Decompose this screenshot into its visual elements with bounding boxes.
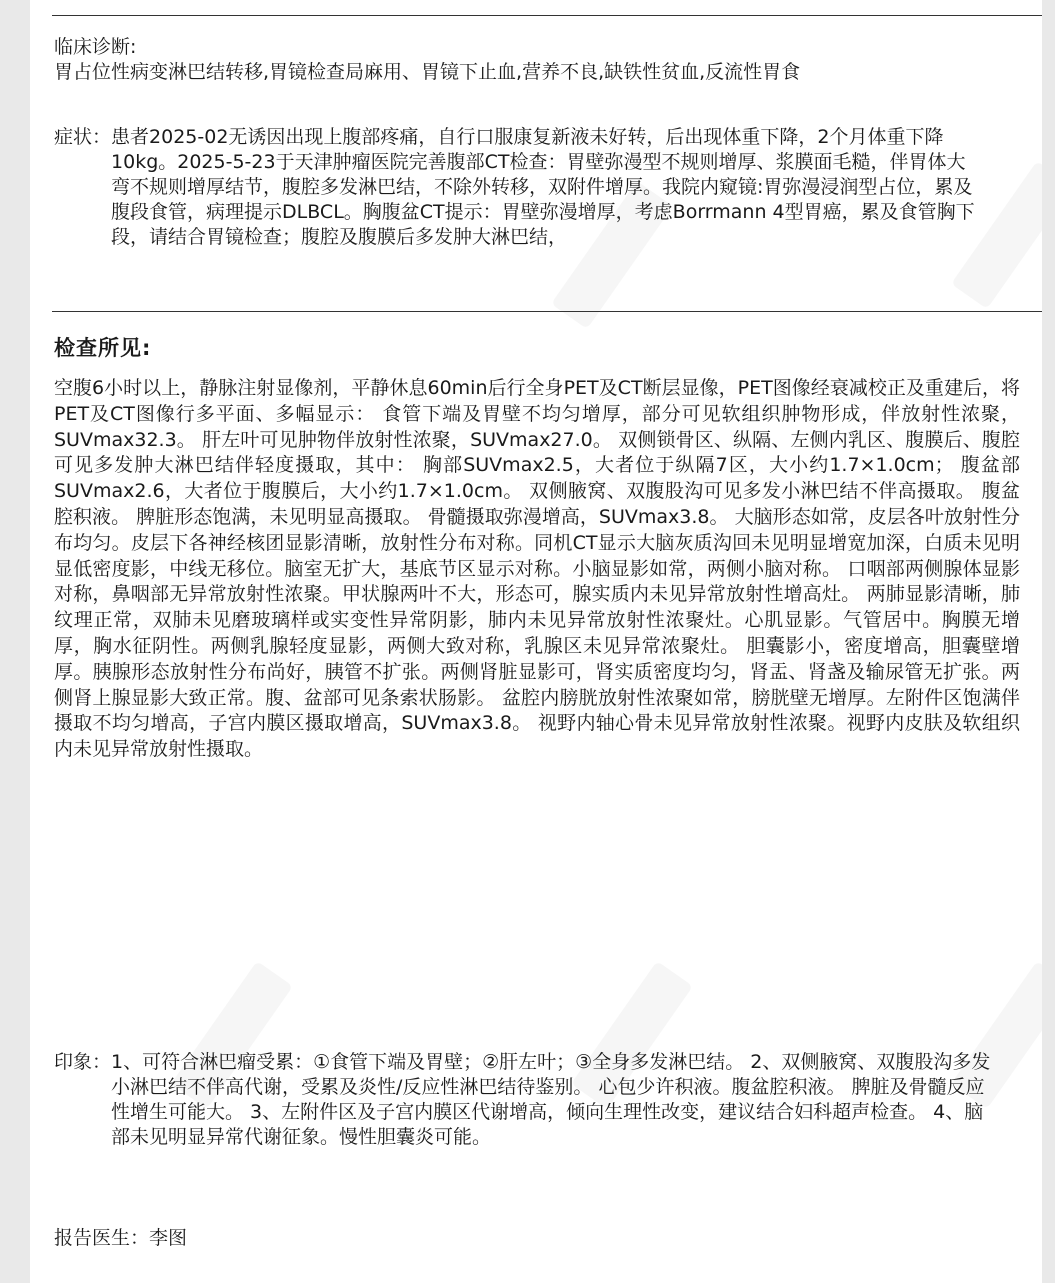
diagnosis-section bbox=[54, 35, 1014, 85]
diagnosis-label: 临床诊断: bbox=[54, 36, 137, 58]
symptoms-label: 症状： bbox=[54, 126, 112, 148]
section-divider bbox=[52, 311, 1042, 312]
doctor-section bbox=[54, 1226, 1014, 1251]
symptoms-text: 患者2025-02无诱因出现上腹部疼痛，自行口服康复新液未好转，后出现体重下降，2个月体重下降10kg。2025-5-23于天津肿瘤医院完善腹部CT检查：胃壁弥漫型不规则增厚、浆膜面毛糙，伴胃体大弯不规则增厚结节，腹腔多发淋巴结，不除外转移，双附件增厚。我院内窥镜:胃弥漫浸润型占位，累及腹段食管，病理提示DLBCL。胸腹盆CT提示：胃壁弥漫增厚，考虑Borrmann 4型胃癌，累及食管胸下段，请结合胃镜检查；腹腔及腹膜后多发肿大淋巴结， bbox=[111, 126, 975, 248]
impression-text: 1、可符合淋巴瘤受累：①食管下端及胃壁；②肝左叶；③全身多发淋巴结。 2、双侧腋窝、双腹股沟多发小淋巴结不伴高代谢，受累及炎性/反应性淋巴结待鉴别。 心包少许积液。腹盆腔积液。 脾脏及骨髓反应性增生可能大。 3、左附件区及子宫内膜区代谢增高，倾向生理性改变，建议结合妇科超声检查。 4、脑部未见明显异常代谢征象。慢性胆囊炎可能。 bbox=[111, 1051, 991, 1148]
symptoms-section bbox=[54, 125, 982, 250]
diagnosis-text: 胃占位性病变淋巴结转移,胃镜检查局麻用、胃镜下止血,营养不良,缺铁性贫血,反流性胃食 bbox=[54, 61, 801, 83]
findings-text: 空腹6小时以上，静脉注射显像剂，平静休息60min后行全身PET及CT断层显像，PET图像经衰减校正及重建后，将PET及CT图像行多平面、多幅显示： 食管下端及胃壁不均匀增厚，部分可见软组织肿物形成，伴放射性浓聚，SUVmax32.3。 肝左叶可见肿物伴放射性浓聚，SUVmax27.0。 双侧锁骨区、纵隔、左侧内乳区、腹膜后、腹腔可见多发肿大淋巴结伴轻度摄取，其中： 胸部SUVmax2.5，大者位于纵隔7区，大小约1.7×1.0cm； 腹盆部SUVmax2.6，大者位于腹膜后，大小约1.7×1.0cm。 双侧腋窝、双腹股沟可见多发小淋巴结不伴高摄取。 腹盆腔积液。 脾脏形态饱满，未见明显高摄取。 骨髓摄取弥漫增高，SUVmax3.8。 大脑形态如常，皮层各叶放射性分布均匀。皮层下各神经核团显影清晰，放射性分布对称。同机CT显示大脑灰质沟回未见明显增宽加深，白质未见明显低密度影，中线无移位。脑室无扩大，基底节区显示对称。小脑显影如常，两侧小脑对称。 口咽部两侧腺体显影对称，鼻咽部无异常放射性浓聚。甲状腺两叶不大，形态可，腺实质内未见异常放射性增高灶。 两肺显影清晰，肺纹理正常，双肺未见磨玻璃样或实变性异常阴影，肺内未见异常放射性浓聚灶。心肌显影。气管居中。胸膜无增厚，胸水征阴性。两侧乳腺轻度显影，两侧大致对称，乳腺区未见异常浓聚灶。 胆囊影小，密度增高，胆囊壁增厚。胰腺形态放射性分布尚好，胰管不扩张。两侧肾脏显影可，肾实质密度均匀，肾盂、肾盏及输尿管无扩张。两侧肾上腺显影大致正常。腹、盆部可见条索状肠影。 盆腔内膀胱放射性浓聚如常，膀胱壁无增厚。左附件区饱满伴摄取不均匀增高，子宫内膜区摄取增高，SUVmax3.8。 视野内轴心骨未见异常放射性浓聚。视野内皮肤及软组织内未见异常放射性摄取。 bbox=[54, 377, 1020, 761]
report-page bbox=[30, 0, 1042, 1283]
top-divider bbox=[52, 15, 1042, 16]
findings-title: 检查所见: bbox=[54, 336, 152, 360]
doctor-label: 报告医生： bbox=[54, 1227, 150, 1249]
impression-section bbox=[54, 1050, 992, 1150]
impression-label: 印象： bbox=[54, 1051, 112, 1073]
doctor-name: 李图 bbox=[149, 1227, 188, 1249]
